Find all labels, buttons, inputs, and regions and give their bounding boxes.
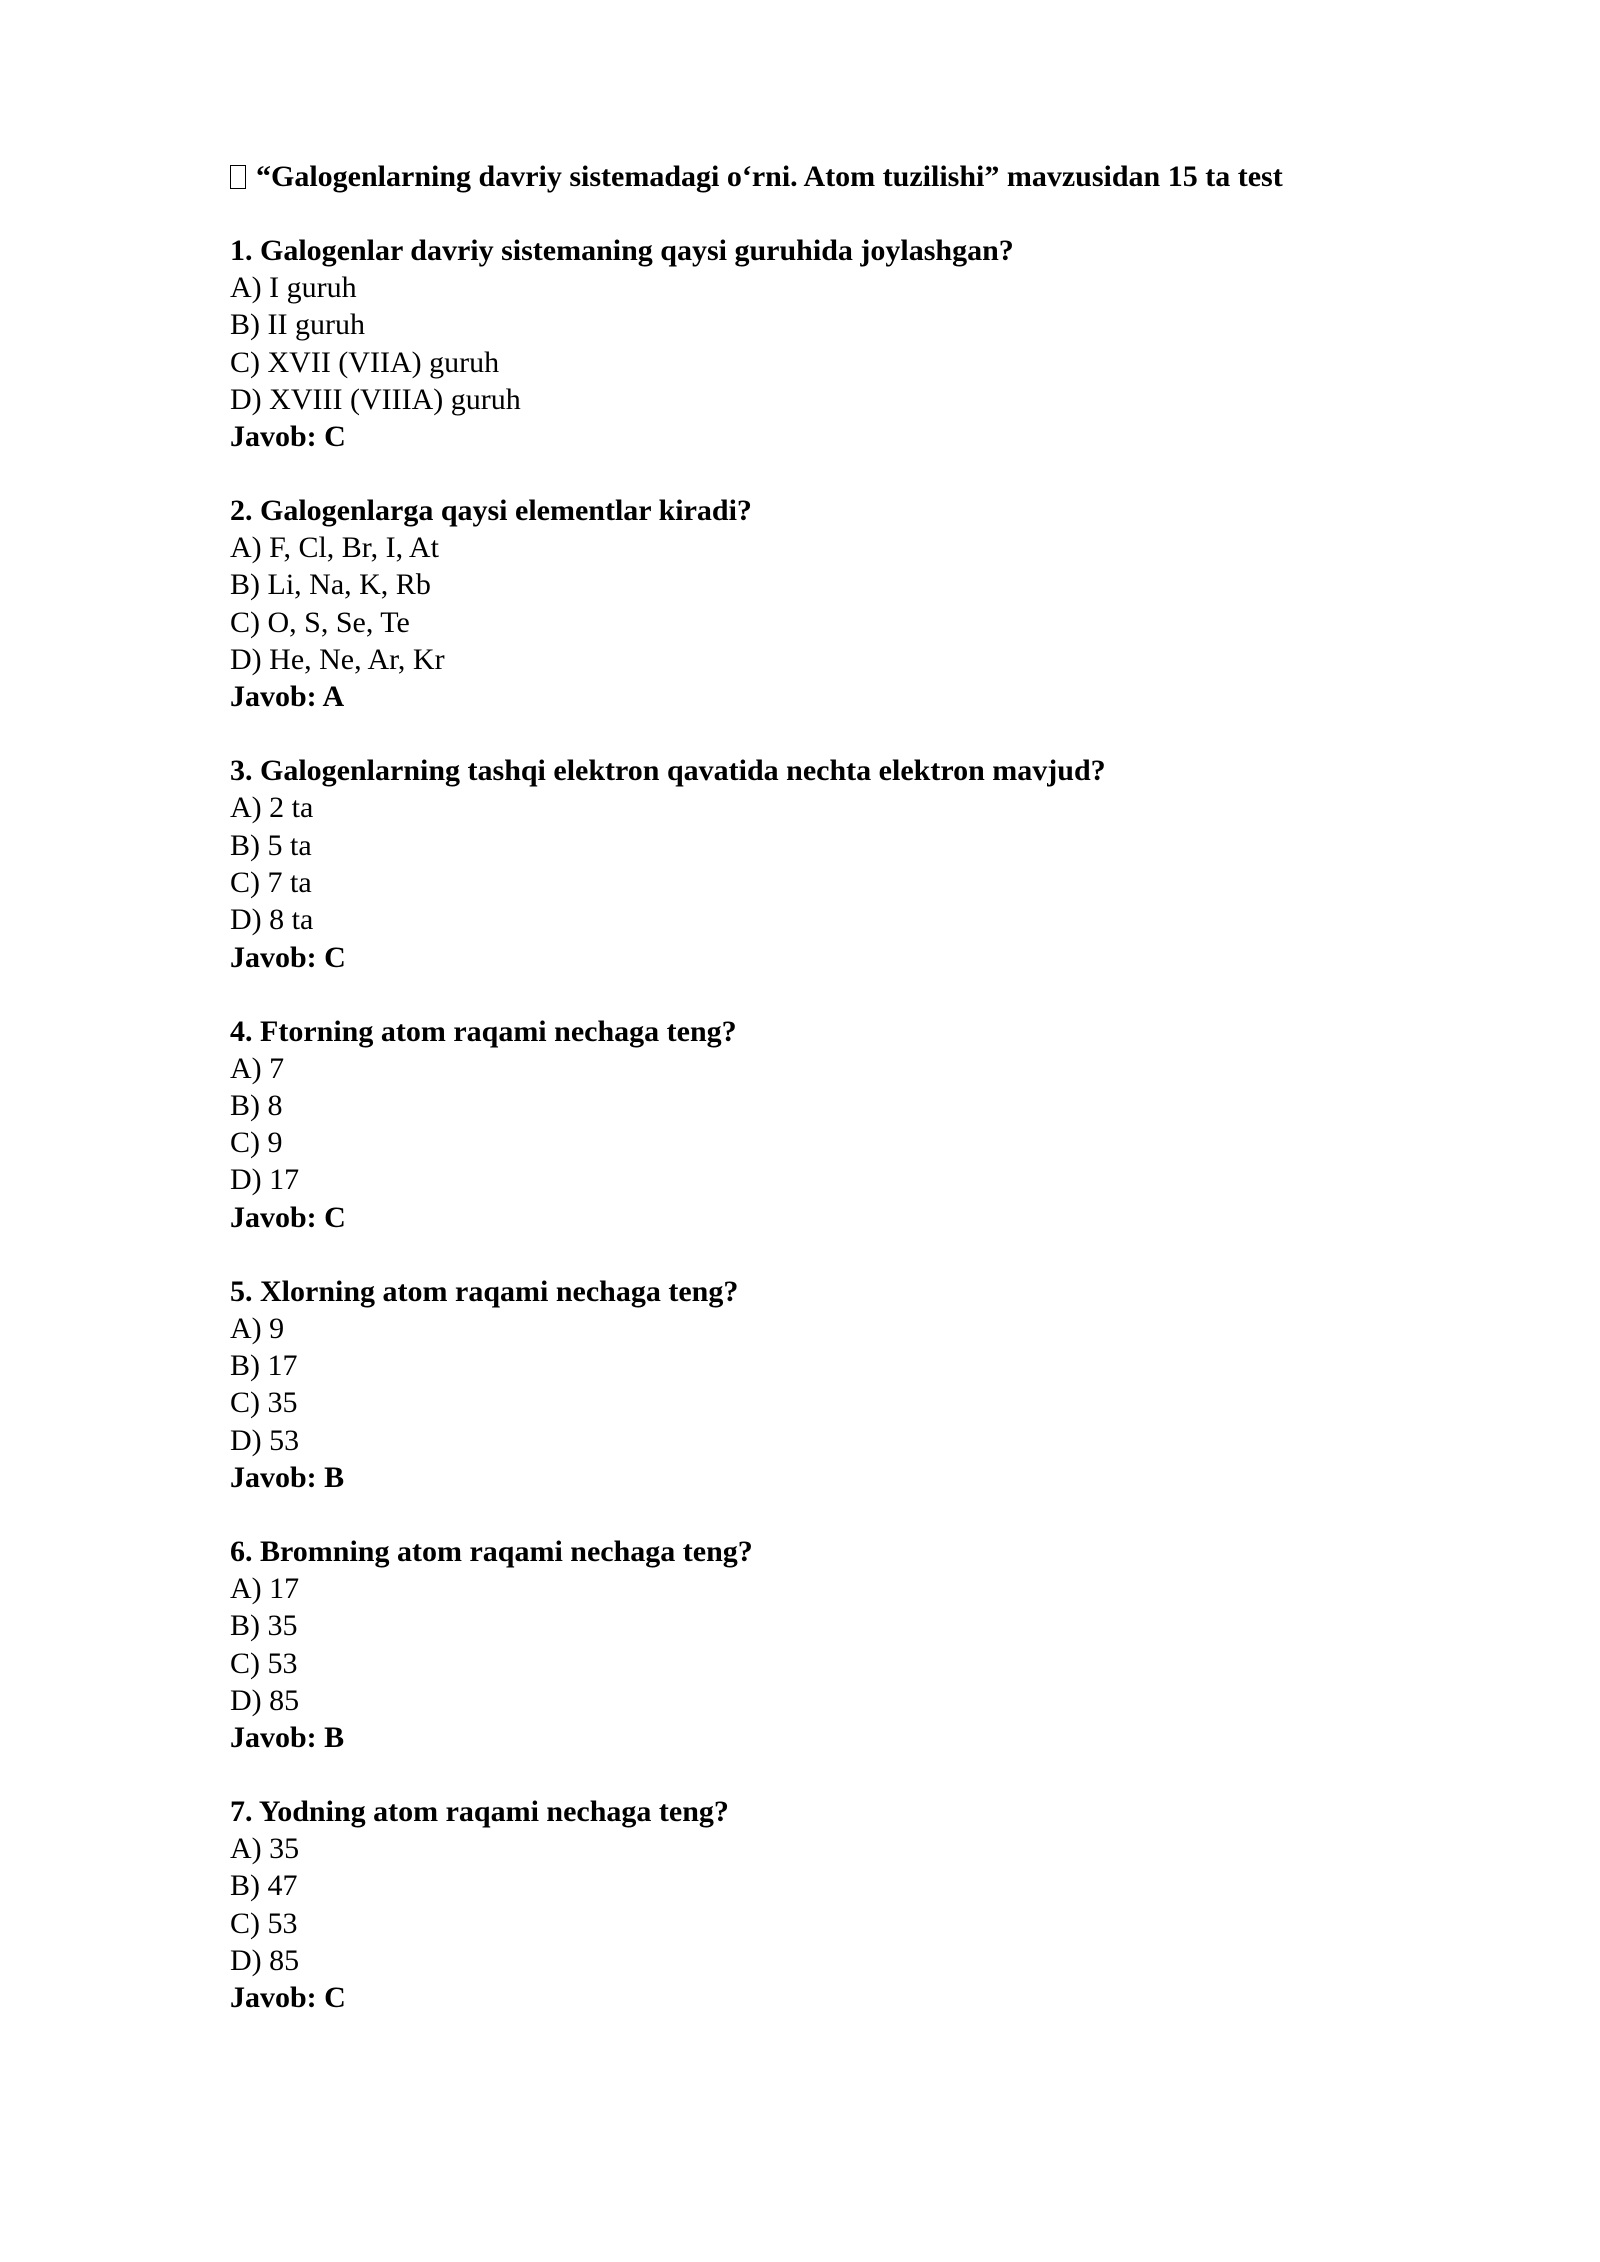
- option-a: A) 35: [230, 1832, 300, 1866]
- question-text: 7. Yodning atom raqami nechaga teng?: [230, 1795, 729, 1829]
- option-b: B) 17: [230, 1349, 298, 1383]
- option-c: C) 7 ta: [230, 865, 312, 899]
- option-a: A) 17: [230, 1571, 300, 1605]
- question-1: [230, 232, 1430, 455]
- option-b: B) 8: [230, 1088, 283, 1122]
- question-text: 2. Galogenlarga qaysi elementlar kiradi?: [230, 494, 752, 528]
- answer: Javob: B: [230, 1460, 345, 1494]
- question-7: [230, 1793, 1430, 2016]
- option-a: A) 2 ta: [230, 791, 314, 825]
- option-d: D) He, Ne, Ar, Kr: [230, 643, 445, 677]
- question-5: [230, 1273, 1430, 1496]
- option-b: B) II guruh: [230, 308, 365, 342]
- question-text: 3. Galogenlarning tashqi elektron qavatida nechta elektron mavjud?: [230, 754, 1106, 788]
- missing-glyph-icon: [230, 165, 246, 189]
- option-c: C) XVII (VIIA) guruh: [230, 345, 500, 379]
- answer: Javob: C: [230, 420, 346, 454]
- question-text: 1. Galogenlar davriy sistemaning qaysi guruhida joylashgan?: [230, 234, 1014, 267]
- answer: Javob: C: [230, 1981, 346, 2015]
- question-text: 6. Bromning atom raqami nechaga teng?: [230, 1534, 753, 1568]
- option-b: B) 35: [230, 1609, 298, 1643]
- option-d: D) 85: [230, 1683, 300, 1717]
- option-b: B) 5 ta: [230, 828, 312, 862]
- option-d: D) XVIII (VIIIA) guruh: [230, 382, 521, 416]
- document-title-row: [230, 158, 1430, 195]
- document-title: “Galogenlarning davriy sistemadagi o‘rni. Atom tuzilishi” mavzusidan 15 ta test: [256, 160, 1283, 193]
- option-c: C) 9: [230, 1126, 283, 1160]
- question-6: [230, 1533, 1430, 1756]
- answer: Javob: A: [230, 680, 345, 714]
- option-d: D) 53: [230, 1423, 300, 1457]
- answer: Javob: C: [230, 1200, 346, 1234]
- document-page: [230, 158, 1430, 2053]
- question-text: 5. Xlorning atom raqami nechaga teng?: [230, 1274, 739, 1308]
- option-c: C) 53: [230, 1906, 298, 1940]
- option-d: D) 8 ta: [230, 903, 314, 937]
- answer: Javob: B: [230, 1721, 345, 1755]
- option-a: A) 7: [230, 1051, 285, 1085]
- option-c: C) 53: [230, 1646, 298, 1680]
- option-c: C) 35: [230, 1386, 298, 1420]
- option-a: A) F, Cl, Br, I, At: [230, 531, 439, 565]
- option-a: A) 9: [230, 1311, 285, 1345]
- option-d: D) 85: [230, 1944, 300, 1978]
- option-b: B) 47: [230, 1869, 298, 1903]
- option-a: A) I guruh: [230, 271, 357, 304]
- question-text: 4. Ftorning atom raqami nechaga teng?: [230, 1014, 737, 1048]
- option-b: B) Li, Na, K, Rb: [230, 568, 431, 602]
- option-d: D) 17: [230, 1163, 300, 1197]
- answer: Javob: C: [230, 940, 346, 974]
- question-3: [230, 752, 1430, 975]
- question-2: [230, 492, 1430, 715]
- option-c: C) O, S, Se, Te: [230, 605, 410, 639]
- question-4: [230, 1013, 1430, 1236]
